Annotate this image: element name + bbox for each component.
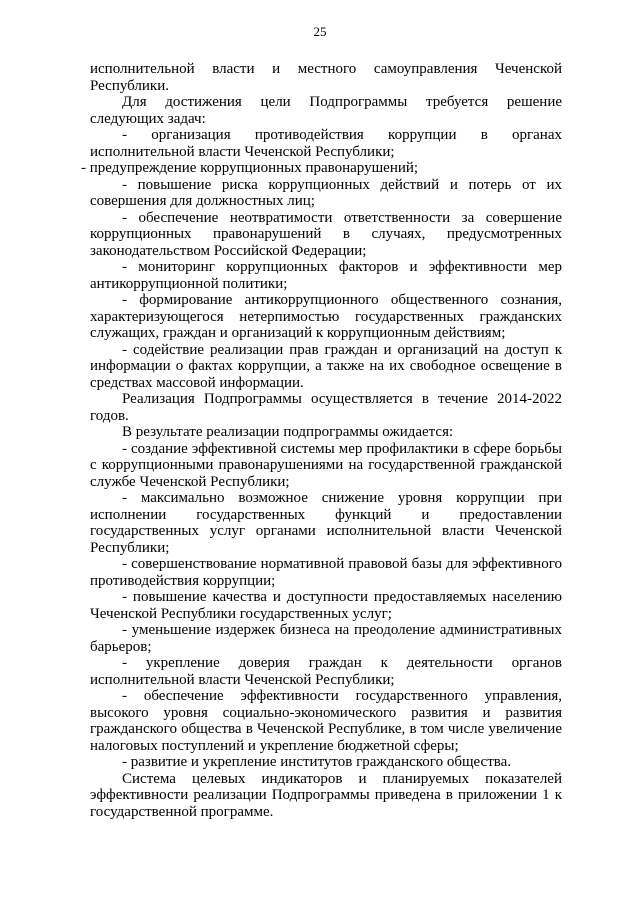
paragraph-continuation: исполнительной власти и местного самоуправления Чеченской Республики. (90, 61, 562, 94)
paragraph-period: Реализация Подпрограммы осуществляется в течение 2014-2022 годов. (90, 391, 562, 424)
list-item-task: - формирование антикоррупционного общественного сознания, характеризующегося нетерпимостью государственных гражданских служащих, граждан и организаций к коррупционным действиям; (90, 292, 562, 341)
list-item-task: - содействие реализации прав граждан и организаций на доступ к информации о фактах коррупции, а также на их свободное освещение в средствах массовой информации. (90, 341, 562, 391)
list-item-result: - создание эффективной системы мер профилактики в сфере борьбы с коррупционными правонарушениями на государственной гражданской службе Чеченской Республики; (90, 440, 562, 490)
list-item-task: - мониторинг коррупционных факторов и эффективности мер антикоррупционной политики; (90, 259, 562, 292)
paragraph-results-intro: В результате реализации подпрограммы ожидается: (122, 424, 454, 440)
list-item-task: - обеспечение неотвратимости ответственности за совершение коррупционных правонарушений в случаях, предусмотренных законодательством Российской Федерации; (90, 209, 562, 259)
list-item-result: - развитие и укрепление институтов гражданского общества. (122, 754, 512, 770)
list-item-result: - совершенствование нормативной правовой базы для эффективного противодействия коррупции; (90, 556, 562, 589)
list-item-result: - уменьшение издержек бизнеса на преодоление административных барьеров; (90, 622, 562, 655)
paragraph-tasks-intro: Для достижения цели Подпрограммы требуется решение следующих задач: (90, 94, 562, 127)
list-item-task: - организация противодействия коррупции в органах исполнительной власти Чеченской Республики; (90, 127, 562, 160)
page-number: 25 (313, 24, 327, 39)
list-item-result: - максимально возможное снижение уровня коррупции при исполнении государственных функций и предоставлении государственных услуг органами исполнительной власти Чеченской Республики; (90, 490, 562, 556)
list-item-task: - предупреждение коррупционных правонарушений; (81, 160, 419, 176)
list-item-task: - повышение риска коррупционных действий и потерь от их совершения для должностных лиц; (90, 176, 562, 209)
document-body (81, 61, 562, 820)
list-item-result: - укрепление доверия граждан к деятельности органов исполнительной власти Чеченской Республики; (90, 655, 562, 688)
list-item-result: - повышение качества и доступности предоставляемых населению Чеченской Республики государственных услуг; (90, 589, 562, 622)
paragraph-indicators: Система целевых индикаторов и планируемых показателей эффективности реализации Подпрограммы приведена в приложении 1 к государственной программе. (90, 770, 562, 820)
list-item-result: - обеспечение эффективности государственного управления, высокого уровня социально-экономического развития и развития гражданского общества в Чеченской Республике, в том числе увеличение налоговых поступлений и укрепление бюджетной сферы; (90, 688, 562, 754)
